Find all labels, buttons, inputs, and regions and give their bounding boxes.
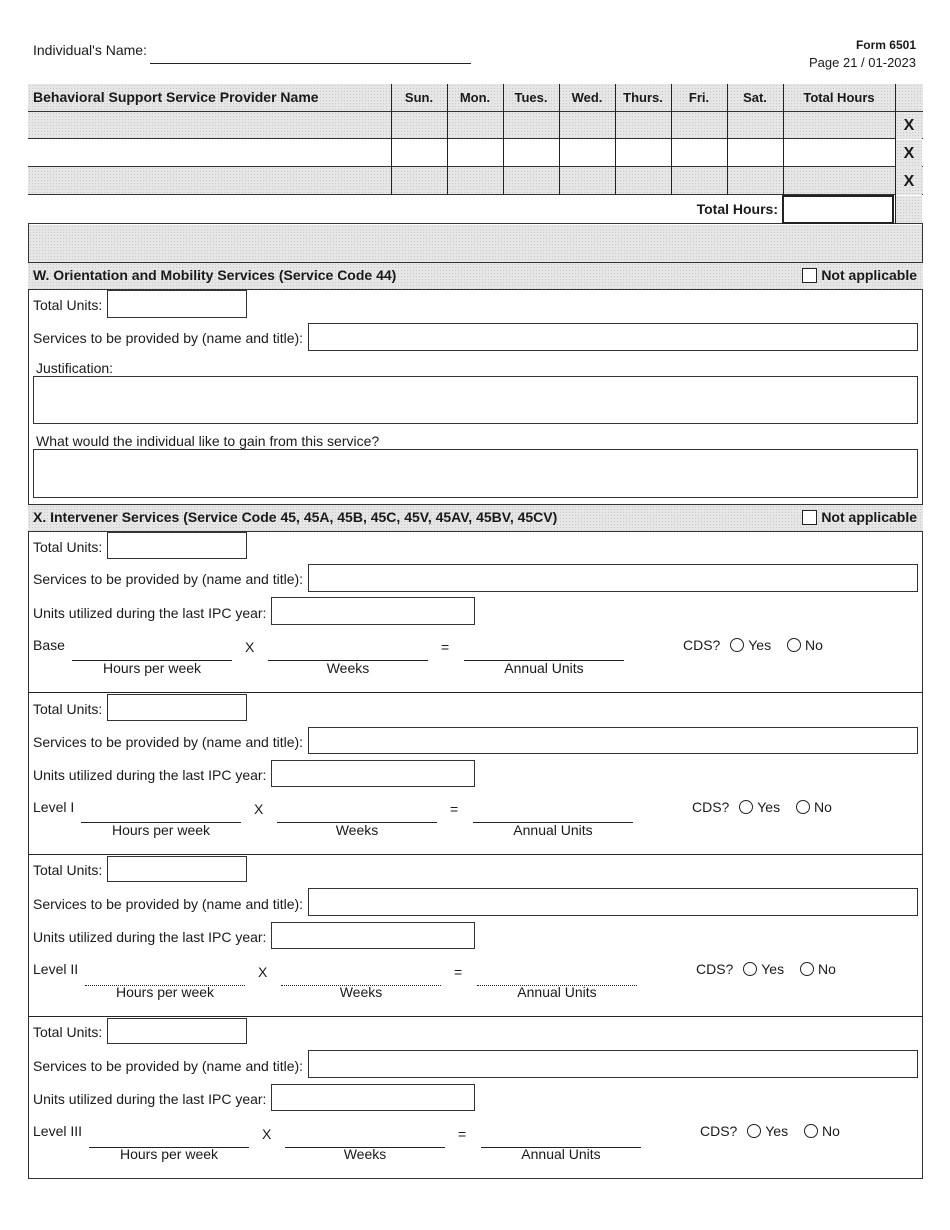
provider-name-field[interactable] (308, 564, 918, 592)
cds-yes-radio[interactable] (739, 800, 753, 814)
cds-yes-radio[interactable] (747, 1124, 761, 1138)
total-row-filler (896, 196, 922, 223)
not-applicable-label: Not applicable (821, 267, 917, 283)
col-divider (727, 84, 728, 195)
cds-label: CDS? (683, 637, 721, 653)
individual-name-label: Individual's Name: (33, 42, 147, 58)
col-divider (615, 84, 616, 195)
total-units-label: Total Units: (33, 297, 103, 313)
total-units-field[interactable] (107, 694, 247, 721)
provider-table (28, 84, 923, 224)
delete-row-button[interactable]: X (896, 113, 922, 139)
provider-name-field[interactable] (308, 727, 918, 754)
weeks-label: Weeks (326, 660, 370, 676)
col-divider (447, 84, 448, 195)
hours-per-week-label: Hours per week (102, 660, 202, 676)
form-number: Form 6501 (855, 38, 916, 52)
weeks-label: Weeks (343, 1146, 387, 1162)
intervener-block-level-2 (0, 856, 950, 1016)
total-hours-field[interactable] (782, 195, 894, 224)
cds-question (696, 961, 836, 977)
intervener-block-level-3 (0, 1018, 950, 1178)
provider-name-field[interactable] (308, 888, 918, 916)
section-w-not-applicable[interactable] (802, 267, 917, 283)
equals-sign: = (458, 1126, 467, 1142)
units-utilized-field[interactable] (271, 597, 475, 625)
table-row[interactable] (28, 167, 923, 195)
justification-field[interactable] (33, 376, 918, 424)
cds-yes-label: Yes (765, 1123, 789, 1139)
block-divider (28, 854, 923, 855)
table-row[interactable] (28, 139, 923, 167)
total-units-field[interactable] (107, 290, 247, 318)
cds-no-radio[interactable] (787, 638, 801, 652)
units-utilized-label: Units utilized during the last IPC year: (33, 767, 267, 783)
provider-name-label: Services to be provided by (name and title): (33, 896, 304, 912)
block-divider (28, 1016, 923, 1017)
equals-sign: = (454, 964, 463, 980)
gain-field[interactable] (33, 449, 918, 498)
page-info: Page 21 / 01-2023 (809, 55, 916, 70)
cds-question (700, 1123, 840, 1139)
col-header-tues: Tues. (514, 90, 548, 105)
hours-per-week-label: Hours per week (115, 984, 215, 1000)
level-label: Level I (33, 799, 75, 815)
cds-no-radio[interactable] (800, 962, 814, 976)
col-header-fri: Fri. (688, 90, 710, 105)
cds-no-label: No (813, 799, 832, 815)
hours-per-week-label: Hours per week (119, 1146, 219, 1162)
cds-no-label: No (821, 1123, 840, 1139)
total-hours-label: Total Hours: (696, 201, 778, 217)
cds-label: CDS? (700, 1123, 738, 1139)
col-divider (559, 84, 560, 195)
individual-name-field[interactable] (150, 63, 471, 64)
total-units-label: Total Units: (33, 701, 103, 717)
units-utilized-field[interactable] (271, 760, 475, 787)
total-units-label: Total Units: (33, 862, 103, 878)
provider-name-label: Services to be provided by (name and title): (33, 330, 304, 346)
delete-row-button[interactable]: X (896, 168, 922, 195)
cds-no-label: No (817, 961, 836, 977)
cds-yes-label: Yes (757, 799, 781, 815)
not-applicable-checkbox[interactable] (802, 510, 817, 525)
multiply-sign: X (254, 801, 264, 817)
provider-name-label: Services to be provided by (name and title): (33, 571, 304, 587)
col-header-mon: Mon. (459, 90, 491, 105)
annual-units-label: Annual Units (513, 822, 593, 838)
provider-name-label: Services to be provided by (name and title): (33, 1058, 304, 1074)
col-header-wed: Wed. (571, 90, 603, 105)
total-units-label: Total Units: (33, 1024, 103, 1040)
section-x-not-applicable[interactable] (802, 509, 917, 525)
col-divider (783, 84, 784, 195)
table-row[interactable] (28, 112, 923, 139)
provider-name-field[interactable] (308, 1050, 918, 1078)
col-header-sat: Sat. (743, 90, 767, 105)
level-label: Base (33, 637, 65, 653)
cds-label: CDS? (696, 961, 734, 977)
level-label: Level II (33, 961, 79, 977)
total-units-label: Total Units: (33, 539, 103, 555)
units-utilized-label: Units utilized during the last IPC year: (33, 605, 267, 621)
cds-no-label: No (804, 637, 823, 653)
col-divider (503, 84, 504, 195)
level-label: Level III (33, 1123, 83, 1139)
weeks-label: Weeks (335, 822, 379, 838)
justification-label: Justification: (36, 360, 114, 376)
units-utilized-label: Units utilized during the last IPC year: (33, 929, 267, 945)
equals-sign: = (441, 639, 450, 655)
col-header-total-hours: Total Hours (803, 90, 875, 105)
cds-yes-label: Yes (761, 961, 785, 977)
total-units-field[interactable] (107, 1018, 247, 1044)
spacer-band (29, 225, 922, 262)
delete-row-button[interactable]: X (896, 140, 922, 167)
provider-name-field[interactable] (308, 323, 918, 351)
section-x-title: X. Intervener Services (Service Code 45, 45A, 45B, 45C, 45V, 45AV, 45BV, 45CV) (33, 509, 558, 525)
provider-name-label: Services to be provided by (name and title): (33, 734, 304, 750)
cds-question (683, 637, 823, 653)
col-header-sun: Sun. (404, 90, 434, 105)
units-utilized-field[interactable] (271, 1084, 475, 1111)
total-units-field[interactable] (107, 856, 247, 882)
col-divider (391, 84, 392, 195)
total-units-field[interactable] (107, 532, 247, 559)
cds-yes-radio[interactable] (743, 962, 757, 976)
multiply-sign: X (258, 964, 268, 980)
multiply-sign: X (245, 639, 255, 655)
cds-no-radio[interactable] (804, 1124, 818, 1138)
section-w-title: W. Orientation and Mobility Services (Service Code 44) (33, 267, 397, 283)
col-divider (671, 84, 672, 195)
annual-units-label: Annual Units (517, 984, 597, 1000)
annual-units-label: Annual Units (504, 660, 584, 676)
units-utilized-label: Units utilized during the last IPC year: (33, 1091, 267, 1107)
col-header-provider: Behavioral Support Service Provider Name (33, 89, 319, 105)
multiply-sign: X (262, 1126, 272, 1142)
equals-sign: = (450, 801, 459, 817)
units-utilized-field[interactable] (271, 922, 475, 949)
col-header-thurs: Thurs. (623, 90, 663, 105)
not-applicable-checkbox[interactable] (802, 268, 817, 283)
intervener-block-base (0, 532, 950, 694)
intervener-block-level-1 (0, 694, 950, 854)
cds-yes-radio[interactable] (730, 638, 744, 652)
hours-per-week-label: Hours per week (111, 822, 211, 838)
not-applicable-label: Not applicable (821, 509, 917, 525)
annual-units-label: Annual Units (521, 1146, 601, 1162)
gain-label: What would the individual like to gain from this service? (36, 433, 380, 449)
weeks-label: Weeks (339, 984, 383, 1000)
block-divider (28, 692, 923, 693)
cds-label: CDS? (692, 799, 730, 815)
cds-no-radio[interactable] (796, 800, 810, 814)
cds-question (692, 799, 832, 815)
cds-yes-label: Yes (748, 637, 772, 653)
